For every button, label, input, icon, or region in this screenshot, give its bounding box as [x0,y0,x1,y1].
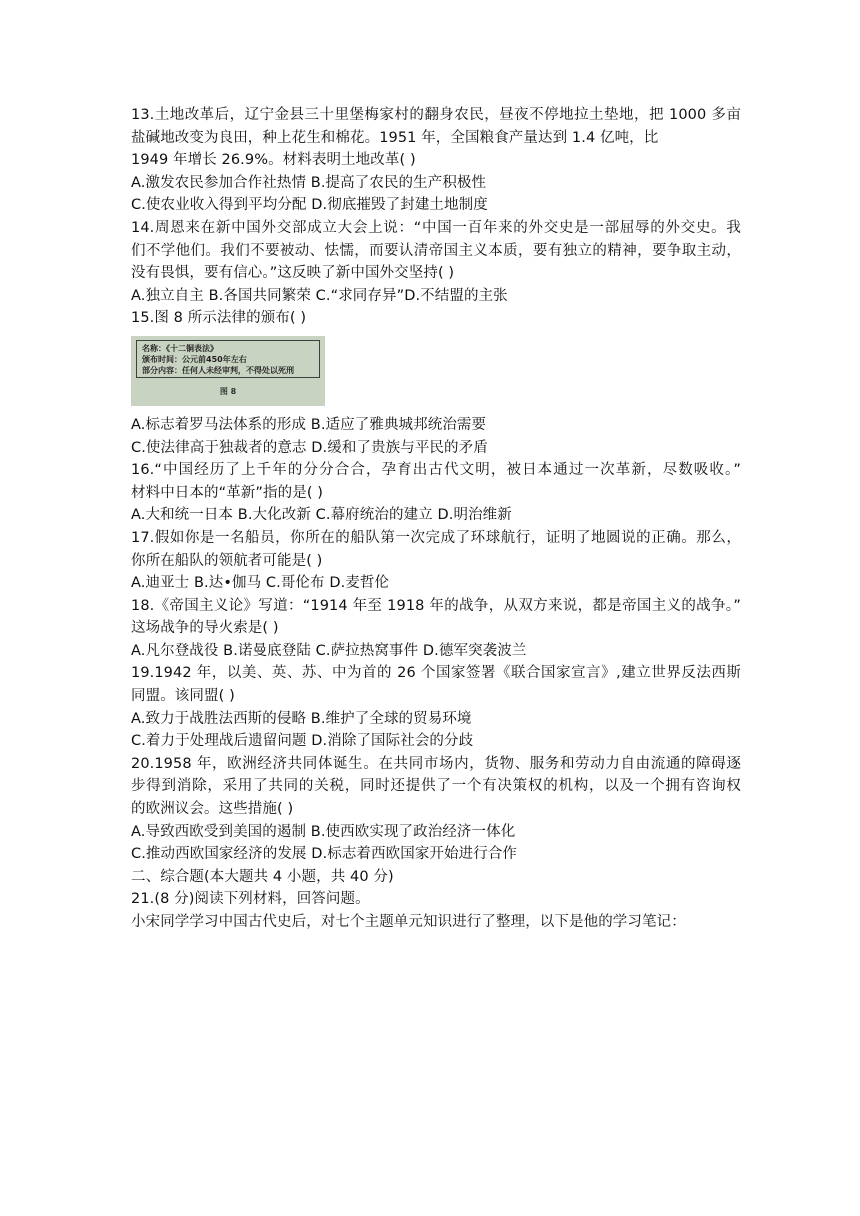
question-13-line-3: 1949 年增长 26.9%。材料表明土地改革( ) [131,152,416,169]
question-17-options: A.迪亚士 B.达•伽马 C.哥伦布 D.麦哲伦 [131,575,390,592]
question-20-options-ab: A.导致西欧受到美国的遏制 B.使西欧实现了政治经济一体化 [131,823,516,840]
question-20-line-3: 的欧洲议会。这些措施( ) [131,801,294,818]
question-18-line-2: 这场战争的导火索是( ) [131,620,279,637]
question-21-line-1: 21.(8 分)阅读下列材料，回答问题。 [131,891,370,908]
section-2-heading: 二、综合题(本大题共 4 小题，共 40 分) [131,868,394,885]
figure-8-name: 名称：《十二铜表法》 [142,343,218,353]
question-13-options-ab: A.激发农民参加合作社热情 B.提高了农民的生产积极性 [131,174,487,191]
question-13-options-cd: C.使农业收入得到平均分配 D.彻底摧毁了封建土地制度 [131,197,488,214]
question-21-line-2: 小宋同学学习中国古代史后，对七个主题单元知识进行了整理，以下是他的学习笔记： [131,914,686,930]
question-20-line-1: 20.1958 年，欧洲经济共同体诞生。在共同市场内，货物、服务和劳动力自由流通的障碍逐 [131,755,741,772]
question-15 [131,307,741,459]
document-page [131,104,741,934]
question-17 [131,527,741,595]
question-17-line-2: 你所在船队的领航者可能是( ) [131,552,323,569]
figure-8-frame [136,340,320,378]
question-16-line-1: 16.“中国经历了上千年的分分合合，孕育出古代文明，被日本通过一次革新，尽数吸收。” [131,462,741,479]
question-14 [131,217,741,307]
figure-8-image [131,336,325,406]
question-18-options: A.凡尔登战役 B.诺曼底登陆 C.萨拉热窝事件 D.德军突袭波兰 [131,642,527,659]
question-13-line-1: 13.土地改革后，辽宁金县三十里堡梅家村的翻身农民，昼夜不停地拉土垫地，把 1000 多亩 [131,107,741,123]
question-14-line-2: 们不学他们。我们不要被动、怯懦，而要认清帝国主义本质，要有独立的精神，要争取主动， [131,242,741,259]
question-15-options-cd: C.使法律高于独裁者的意志 D.缓和了贵族与平民的矛盾 [131,439,488,456]
question-20-options-cd: C.推动西欧国家经济的发展 D.标志着西欧国家开始进行合作 [131,846,518,863]
question-19-options-ab: A.致力于战胜法西斯的侵略 B.维护了全球的贸易环境 [131,710,472,727]
question-15-line-1: 15.图 8 所示法律的颁布( ) [131,310,307,327]
figure-8-caption: 图 8 [219,386,237,396]
question-14-options: A.独立自主 B.各国共同繁荣 C.“求同存异”D.不结盟的主张 [131,287,508,304]
question-20 [131,753,741,866]
question-19-line-1: 19.1942 年，以美、英、苏、中为首的 26 个国家签署《联合国家宣言》,建立世界反法西斯 [131,665,741,682]
question-16-options: A.大和统一日本 B.大化改新 C.幕府统治的建立 D.明治维新 [131,507,512,524]
question-19 [131,662,741,752]
question-16-line-2: 材料中日本的“革新”指的是( ) [131,484,324,501]
question-13 [131,104,741,217]
question-20-line-2: 步得到消除，采用了共同的关税，同时还提供了一个有决策权的机构，以及一个拥有咨询权 [131,778,741,795]
figure-8-content: 部分内容：任何人未经审判，不得处以死刑 [142,365,294,375]
question-15-options-ab: A.标志着罗马法体系的形成 B.适应了雅典城邦统治需要 [131,416,487,433]
question-19-line-2: 同盟。该同盟( ) [131,688,235,705]
question-18-line-1: 18.《帝国主义论》写道：“1914 年至 1918 年的战争，从双方来说，都是帝国主义的战争。” [131,597,741,614]
question-13-line-2: 盐碱地改变为良田，种上花生和棉花。1951 年，全国粮食产量达到 1.4 亿吨，比 [131,129,659,146]
question-16 [131,459,741,527]
question-19-options-cd: C.着力于处理战后遗留问题 D.消除了国际社会的分歧 [131,733,474,750]
question-17-line-1: 17.假如你是一名船员，你所在的船队第一次完成了环球航行，证明了地圆说的正确。那么， [131,529,741,546]
question-21 [131,888,741,933]
figure-8-date: 颁布时间：公元前450年左右 [142,354,247,364]
question-14-line-3: 没有畏惧，要有信心。”这反映了新中国外交坚持( ) [131,265,455,282]
question-14-line-1: 14.周恩来在新中国外交部成立大会上说：“中国一百年来的外交史是一部屈辱的外交史。我 [131,219,741,236]
question-18 [131,595,741,663]
